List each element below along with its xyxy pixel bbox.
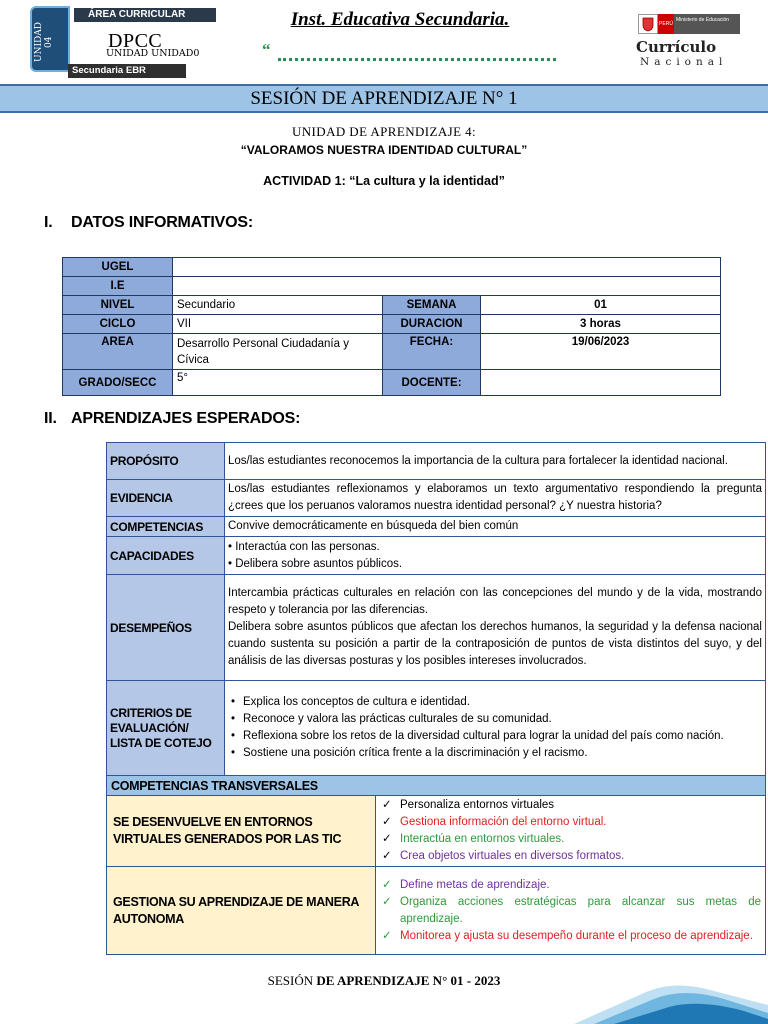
ugel-value <box>173 258 721 277</box>
ciclo-value: VII <box>173 315 383 334</box>
fecha-value: 19/06/2023 <box>481 334 721 370</box>
list-item <box>231 711 762 728</box>
checklist-text: Personaliza entornos virtuales <box>400 799 555 811</box>
list-item <box>231 745 762 762</box>
section-heading-aprendizajes <box>44 410 300 428</box>
logo-ministry: Ministerio de Educación <box>674 14 740 34</box>
bullet-icon: • <box>231 730 236 742</box>
table-row <box>107 867 766 955</box>
unit-badge <box>30 6 238 78</box>
checklist-text: Organiza acciones estratégicas para alcanzar sus metas de aprendizaje. <box>400 895 761 925</box>
footer-prefix: SESIÓN <box>267 973 314 988</box>
list-item <box>231 694 762 711</box>
autonoma-list <box>382 877 761 945</box>
table-row <box>63 334 721 370</box>
checklist-text: Gestiona información del entorno virtual. <box>400 816 607 828</box>
proposito-label: PROPÓSITO <box>107 443 225 480</box>
table-row <box>107 537 766 575</box>
table-row <box>63 277 721 296</box>
proposito-text: Los/las estudiantes reconocemos la importancia de la cultura para fortalecer la identidad nacional. <box>225 443 766 480</box>
docente-label: DOCENTE: <box>383 370 481 396</box>
capacidades-cell <box>225 537 766 575</box>
section-title: DATOS INFORMATIVOS: <box>71 214 253 231</box>
area-label: AREA <box>63 334 173 370</box>
ie-value <box>173 277 721 296</box>
table-row <box>63 370 721 396</box>
unit-box <box>30 6 70 72</box>
unit-label: UNIDAD 04 <box>34 22 54 62</box>
area-value: Desarrollo Personal Ciudadanía y Cívica <box>173 334 383 370</box>
table-row <box>63 296 721 315</box>
ugel-label: UGEL <box>63 258 173 277</box>
bullet-icon: • <box>231 713 236 725</box>
evidencia-text: Los/las estudiantes reflexionamos y elaboramos un texto argumentativo respondiendo la pregunta ¿crees que los peruanos valoramos nuestra identidad personal? ¿Y nuestra historia? <box>225 480 766 517</box>
list-item: • Delibera sobre asuntos públicos. <box>228 557 403 570</box>
section-heading-datos <box>44 214 253 232</box>
logo-country: PERÚ <box>658 14 674 34</box>
criterio-text: Reconoce y valora las prácticas culturales de su comunidad. <box>243 713 552 725</box>
checklist-text: Define metas de aprendizaje. <box>400 878 550 891</box>
semana-value: 01 <box>481 296 721 315</box>
activity-title: ACTIVIDAD 1: “La cultura y la identidad” <box>263 174 505 188</box>
checklist-text: Crea objetos virtuales en diversos formatos. <box>400 850 625 862</box>
criterio-text: Reflexiona sobre los retos de la diversidad cultural para lograr la unidad del país como nación. <box>243 730 724 742</box>
check-icon: ✓ <box>382 878 392 891</box>
aprendizajes-table <box>106 442 766 955</box>
bullet-icon: • <box>231 696 236 708</box>
checklist-item <box>382 848 761 865</box>
grado-label: GRADO/SECC <box>63 370 173 396</box>
checklist-item <box>382 831 761 848</box>
school-name: Inst. Educativa Secundaria. <box>290 9 510 30</box>
check-icon: ✓ <box>382 833 392 845</box>
grado-value: 5° <box>173 370 383 396</box>
footer-main: DE APRENDIZAJE N° 01 - 2023 <box>316 973 501 988</box>
shield-icon <box>638 14 658 34</box>
table-row <box>63 258 721 277</box>
desempeno-paragraph: Delibera sobre asuntos públicos que afectan los derechos humanos, la seguridad y la defensa nacional cuando sustenta su posición a partir de la contraposición de puntos de vista distintos del suyo, y del análisis de las diversas posturas y los posibles intereses involucrados. <box>228 621 762 667</box>
table-row <box>107 575 766 681</box>
check-icon: ✓ <box>382 799 392 811</box>
criterio-text: Explica los conceptos de cultura e identidad. <box>243 696 470 708</box>
check-icon: ✓ <box>382 816 392 828</box>
logo-word-nacional: Nacional <box>640 56 728 68</box>
area-label: ÁREA CURRICULAR <box>74 8 216 22</box>
checklist-text: Interactúa en entornos virtuales. <box>400 833 565 845</box>
check-icon: ✓ <box>382 929 392 942</box>
list-item: • Interactúa con las personas. <box>228 540 380 553</box>
quote-mark: “ <box>262 40 271 59</box>
ie-label: I.E <box>63 277 173 296</box>
duracion-value: 3 horas <box>481 315 721 334</box>
table-row <box>63 315 721 334</box>
table-row <box>107 443 766 480</box>
capacidades-label: CAPACIDADES <box>107 537 225 575</box>
datos-table <box>62 257 721 396</box>
list-item <box>231 728 762 745</box>
nivel-label: NIVEL <box>63 296 173 315</box>
table-row <box>107 480 766 517</box>
section-title: APRENDIZAJES ESPERADOS: <box>71 410 301 427</box>
criterio-text: Sostiene una posición crítica frente a la discriminación y el racismo. <box>243 747 588 759</box>
checklist-text: Monitorea y ajusta su desempeño durante el proceso de aprendizaje. <box>400 929 753 942</box>
fecha-label: FECHA: <box>383 334 481 370</box>
criterios-cell <box>225 681 766 776</box>
table-row <box>107 796 766 867</box>
autonoma-capacities <box>376 867 766 955</box>
semana-label: SEMANA <box>383 296 481 315</box>
check-icon: ✓ <box>382 850 392 862</box>
section-number: I. <box>44 214 53 231</box>
duracion-label: DURACION <box>383 315 481 334</box>
checklist-item <box>382 877 761 894</box>
checklist-item <box>382 797 761 814</box>
checklist-item <box>382 814 761 831</box>
nivel-value: Secundario <box>173 296 383 315</box>
unit-line: UNIDAD DE APRENDIZAJE 4: <box>291 124 476 139</box>
competencias-text: Convive democráticamente en búsqueda del bien común <box>225 517 766 537</box>
desempenos-cell <box>225 575 766 681</box>
bullet-icon: • <box>231 747 236 759</box>
table-row <box>107 776 766 796</box>
check-icon: ✓ <box>382 895 392 908</box>
docente-value <box>481 370 721 396</box>
dotted-line <box>278 49 556 61</box>
competencias-label: COMPETENCIAS <box>107 517 225 537</box>
session-title: SESIÓN DE APRENDIZAJE N° 1 <box>0 84 768 113</box>
table-row <box>107 517 766 537</box>
area-code: DPCC <box>108 30 163 52</box>
ciclo-label: CICLO <box>63 315 173 334</box>
criterios-label: CRITERIOS DE EVALUACIÓN/ LISTA DE COTEJO <box>107 681 225 776</box>
desempenos-label: DESEMPEÑOS <box>107 575 225 681</box>
mountain-logo-icon <box>574 975 768 1024</box>
transversales-heading: COMPETENCIAS TRANSVERSALES <box>107 776 766 796</box>
tic-capacities <box>376 796 766 867</box>
autonoma-competence: GESTIONA SU APRENDIZAJE DE MANERA AUTONOMA <box>107 867 376 955</box>
curriculo-logo <box>636 14 746 70</box>
table-row <box>107 681 766 776</box>
tic-competence: SE DESENVUELVE EN ENTORNOS VIRTUALES GENERADOS POR LAS TIC <box>107 796 376 867</box>
evidencia-label: EVIDENCIA <box>107 480 225 517</box>
unit-sub-label: UNIDAD UNIDAD0 <box>106 48 200 59</box>
logo-word-curriculo: Currículo <box>636 38 717 56</box>
unit-name: “VALORAMOS NUESTRA IDENTIDAD CULTURAL” <box>240 143 528 157</box>
desempeno-paragraph: Intercambia prácticas culturales en relación con las concepciones del mundo y de la vida, mostrando respeto y tolerancia por las diferencias. <box>228 587 762 616</box>
level-label: Secundaria EBR <box>68 64 186 78</box>
tic-list <box>382 797 761 865</box>
checklist-item <box>382 894 761 928</box>
checklist-item <box>382 928 761 945</box>
section-number: II. <box>44 410 57 427</box>
